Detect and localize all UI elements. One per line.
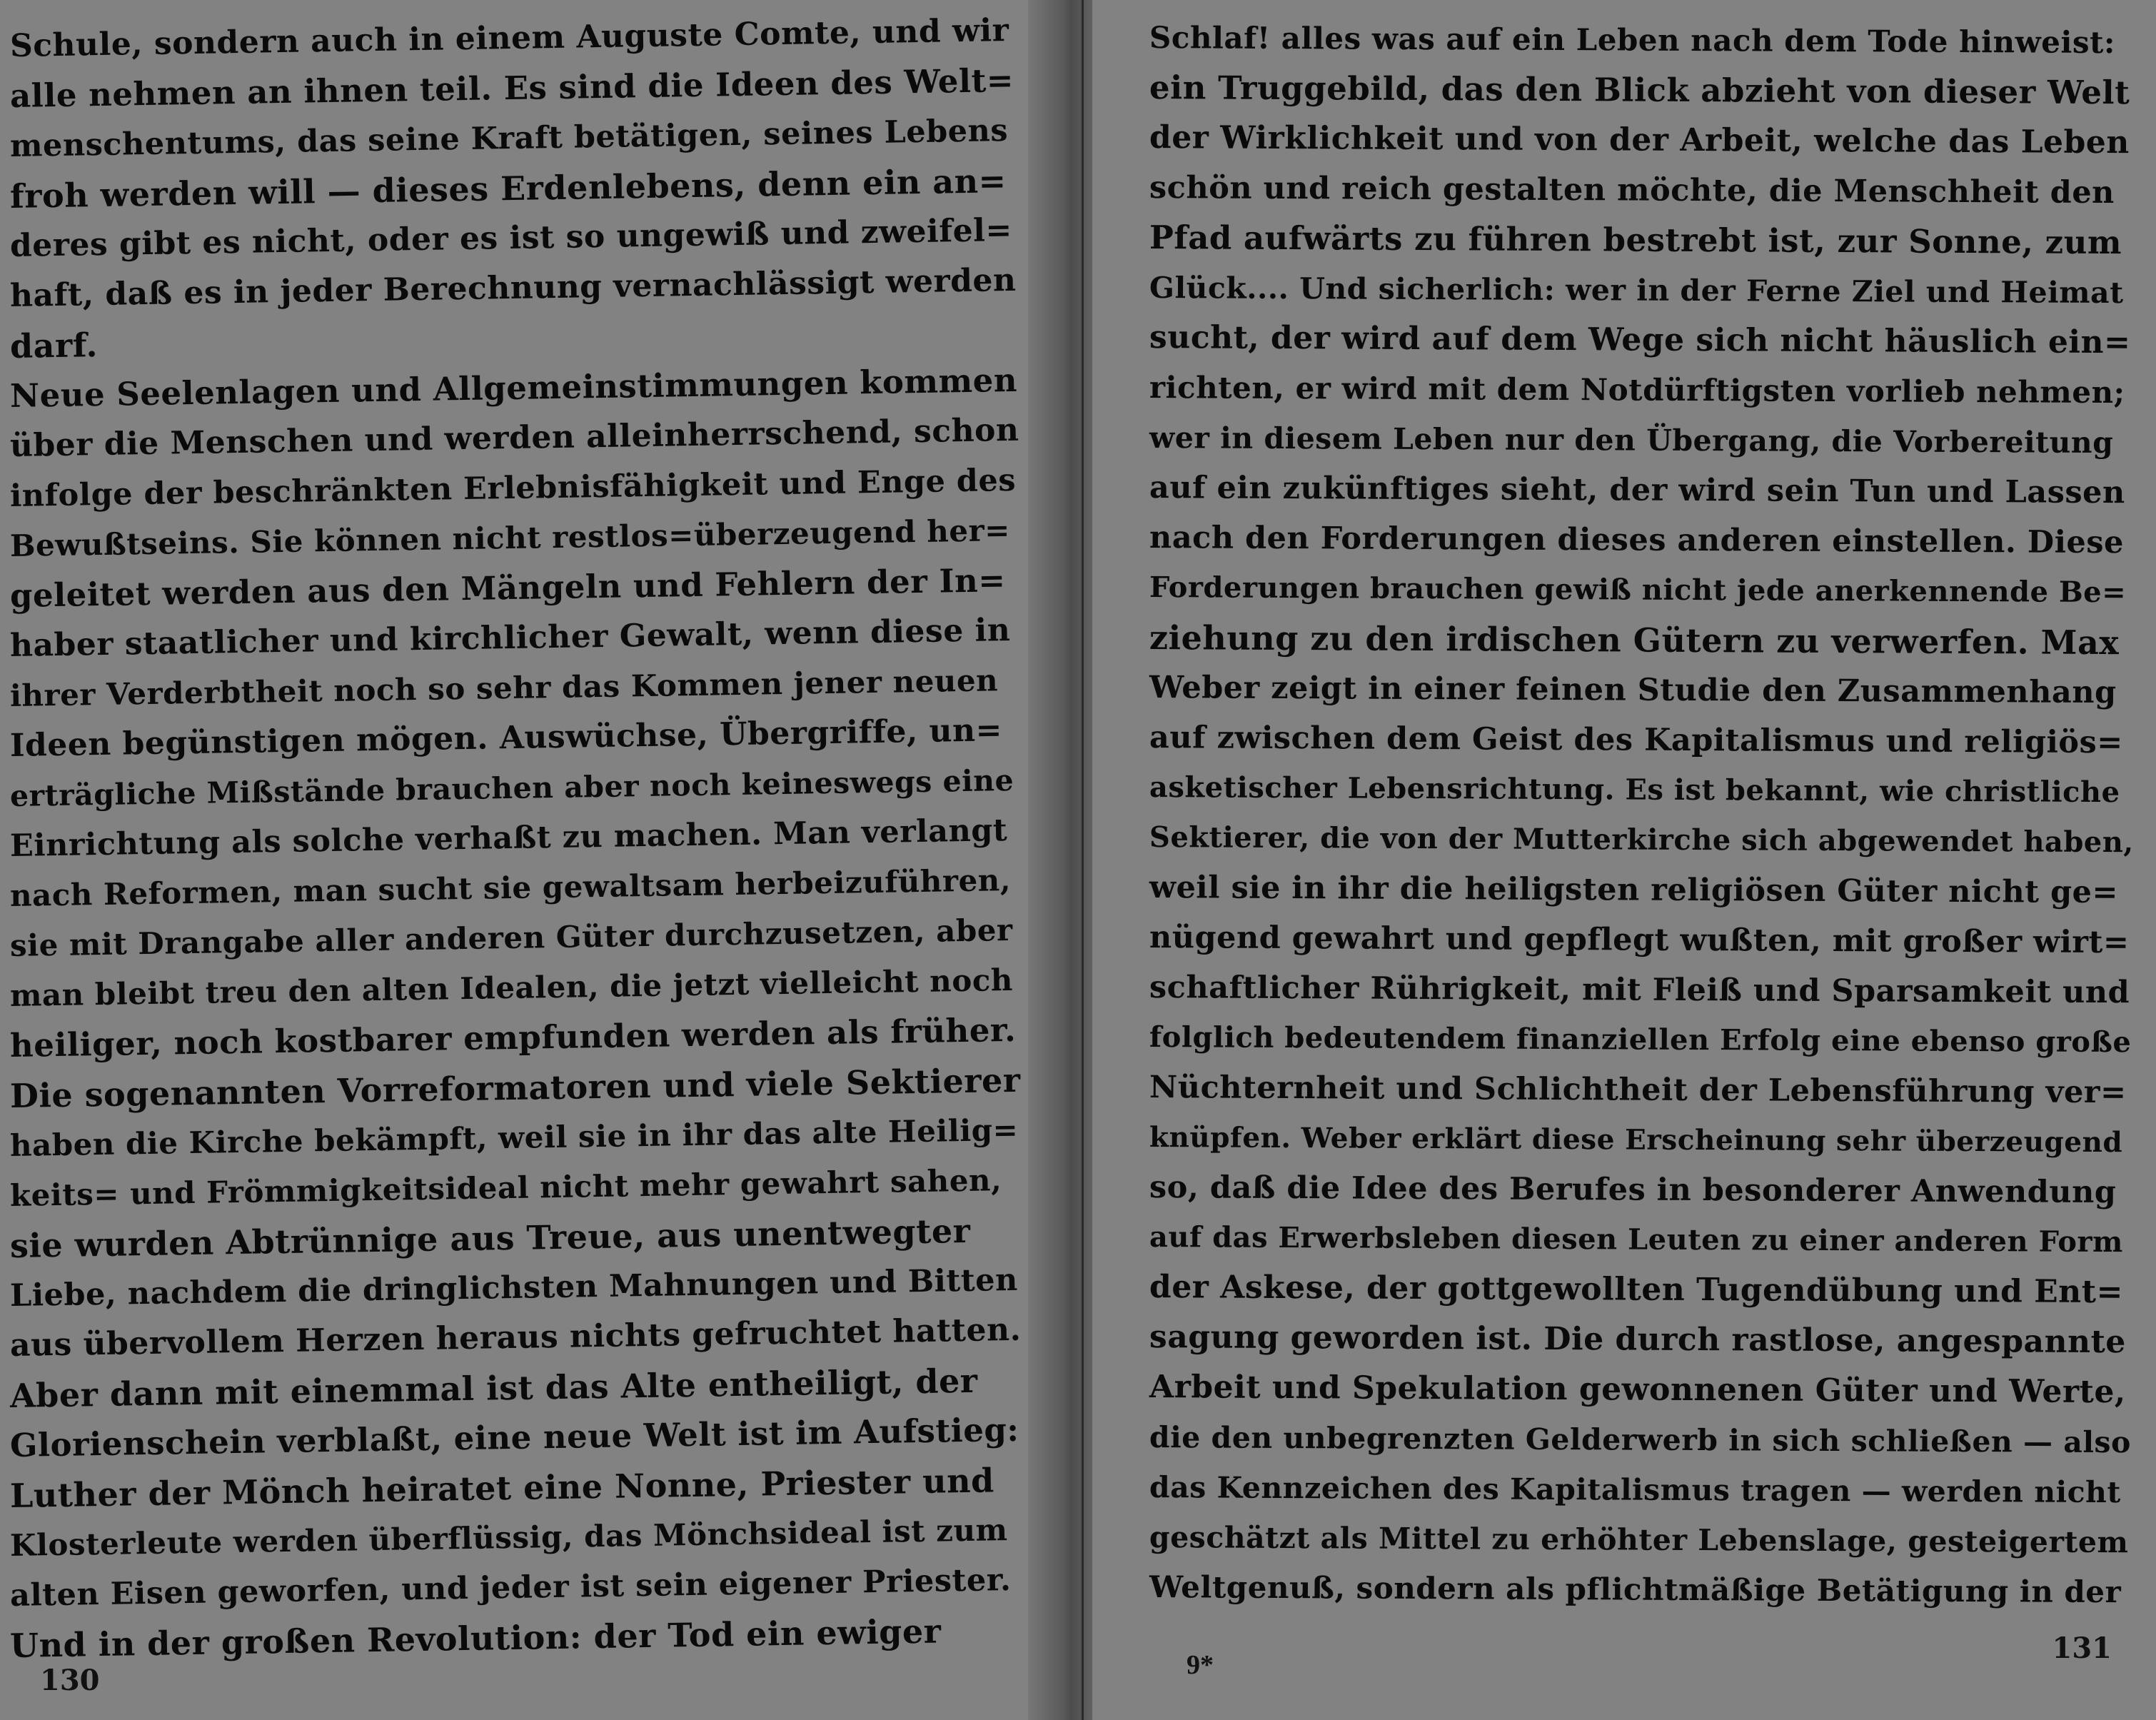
right-page-text xyxy=(1149,13,2135,1612)
text-line: Ideen begünstigen mögen. Auswüchse, Übergriffe, un= xyxy=(9,712,1003,764)
text-line: haber staatlicher und kirchlicher Gewalt, wenn diese in xyxy=(9,611,1011,664)
text-line: schaftlicher Rührigkeit, mit Fleiß und Sparsamkeit und xyxy=(1149,970,2130,1011)
text-line: nügend gewahrt und gepflegt wußten, mit großer wirt= xyxy=(1149,920,2130,961)
text-line: Schule, sondern auch in einem Auguste Comte, und wir xyxy=(9,12,1009,64)
left-page-text xyxy=(9,12,1022,1671)
right-page-number: 131 xyxy=(2052,1631,2112,1665)
text-line: sie wurden Abtrünnige aus Treue, aus unentwegter xyxy=(9,1211,971,1265)
text-line: ziehung zu den irdischen Gütern zu verwerfen. Max xyxy=(1149,618,2120,663)
text-line: Die sogenannten Vorreformatoren und viele Sektierer xyxy=(9,1060,1021,1115)
left-page xyxy=(0,0,1049,1720)
right-page xyxy=(1092,0,2156,1720)
text-line: auf das Erwerbsleben diesen Leuten zu einer anderen Form xyxy=(1149,1220,2123,1259)
text-line: Weltgenuß, sondern als pflichtmäßige Betätigung in der xyxy=(1149,1569,2122,1610)
text-line: man bleibt treu den alten Idealen, die jetzt vielleicht noch xyxy=(9,962,1014,1013)
text-line: alle nehmen an ihnen teil. Es sind die Ideen des Welt= xyxy=(9,61,1014,115)
text-line: der Wirklichkeit und von der Arbeit, welche das Leben xyxy=(1149,119,2130,161)
text-line: Glorienschein verblaßt, eine neue Welt ist im Aufstieg: xyxy=(9,1410,1019,1464)
text-line: sie mit Drangabe aller anderen Güter durchzusetzen, aber xyxy=(9,912,1013,963)
gutter-fold xyxy=(1082,0,1084,1720)
text-line: Forderungen brauchen gewiß nicht jede anerkennende Be= xyxy=(1149,570,2127,610)
text-line: weil sie in ihr die heiligsten religiösen Güter nicht ge= xyxy=(1149,870,2119,911)
text-line: knüpfen. Weber erklärt diese Erscheinung sehr überzeugend xyxy=(1149,1121,2123,1160)
text-line: so, daß die Idee des Berufes in besonderer Anwendung xyxy=(1149,1170,2117,1211)
text-line: nach Reformen, man sucht sie gewaltsam herbeizuführen, xyxy=(9,862,1012,913)
text-line: haft, daß es in jeder Berechnung vernachlässigt werden xyxy=(9,261,1017,314)
text-line: infolge der beschränkten Erlebnisfähigkeit und Enge des xyxy=(9,462,1017,514)
text-line: froh werden will — dieses Erdenlebens, denn ein an= xyxy=(9,161,1007,216)
text-line: Luther der Mönch heiratet eine Nonne, Priester und xyxy=(9,1461,995,1515)
text-line: haben die Kirche bekämpft, weil sie in ihr das alte Heilig= xyxy=(9,1112,1019,1163)
text-line: geleitet werden aus den Mängeln und Fehlern der In= xyxy=(9,561,1006,615)
text-line: auf zwischen dem Geist des Kapitalismus und religiös= xyxy=(1149,720,2123,761)
text-line: keits= und Frömmigkeitsideal nicht mehr gewahrt sahen, xyxy=(9,1162,1002,1213)
left-page-number: 130 xyxy=(40,1664,100,1697)
text-line: darf. xyxy=(9,326,99,366)
text-line: Bewußtseins. Sie können nicht restlos=überzeugend her= xyxy=(9,512,1011,563)
text-line: schön und reich gestalten möchte, die Menschheit den xyxy=(1149,170,2115,211)
text-line: Und in der großen Revolution: der Tod ein ewiger xyxy=(9,1611,942,1665)
text-line: wer in diesem Leben nur den Übergang, die Vorbereitung xyxy=(1149,421,2114,461)
text-line: die den unbegrenzten Gelderwerb in sich schließen — also xyxy=(1149,1420,2132,1460)
text-line: nach den Forderungen dieses anderen einstellen. Diese xyxy=(1149,520,2125,561)
text-line: Klosterleute werden überflüssig, das Mönchsideal ist zum xyxy=(9,1512,1008,1563)
text-line: geschätzt als Mittel zu erhöhter Lebenslage, gesteigertem xyxy=(1149,1520,2129,1560)
text-line: Pfad aufwärts zu führen bestrebt ist, zur Sonne, zum xyxy=(1149,218,2122,262)
text-line: der Askese, der gottgewollten Tugendübung und Ent= xyxy=(1149,1269,2124,1311)
text-line: sagung geworden ist. Die durch rastlose, angespannte xyxy=(1149,1319,2126,1361)
text-line: menschentums, das seine Kraft betätigen, seines Lebens xyxy=(9,113,1009,164)
text-line: Aber dann mit einemmal ist das Alte entheiligt, der xyxy=(9,1361,978,1415)
text-line: richten, er wird mit dem Notdürftigsten vorlieb nehmen; xyxy=(1149,370,2125,411)
text-line: aus übervollem Herzen heraus nichts gefruchtet hatten. xyxy=(9,1311,1022,1364)
text-line: deres gibt es nicht, oder es ist so ungewiß und zweifel= xyxy=(9,211,1013,264)
text-line: sucht, der wird auf dem Wege sich nicht häuslich ein= xyxy=(1149,319,2131,361)
text-line: das Kennzeichen des Kapitalismus tragen — werden nicht xyxy=(1149,1470,2121,1510)
text-line: Einrichtung als solche verhaßt zu machen. Man verlangt xyxy=(9,813,1008,864)
text-line: ein Truggebild, das den Blick abzieht von dieser Welt xyxy=(1149,69,2130,112)
text-line: Liebe, nachdem die dringlichsten Mahnungen und Bitten xyxy=(9,1262,1019,1314)
text-line: Arbeit und Spekulation gewonnenen Güter und Werte, xyxy=(1149,1369,2126,1411)
text-line: ihrer Verderbtheit noch so sehr das Kommen jener neuen xyxy=(9,663,999,713)
text-line: Schlaf! alles was auf ein Leben nach dem Tode hinweist: xyxy=(1149,20,2116,61)
text-line: auf ein zukünftiges sieht, der wird sein Tun und Lassen xyxy=(1149,470,2125,511)
text-line: erträgliche Mißstände brauchen aber noch keineswegs eine xyxy=(9,763,1014,813)
text-line: alten Eisen geworfen, und jeder ist sein eigener Priester. xyxy=(9,1561,1012,1614)
text-line: Glück.... Und sicherlich: wer in der Ferne Ziel und Heimat xyxy=(1149,271,2124,311)
printer-signature-mark: 9* xyxy=(1187,1650,1214,1680)
text-line: folglich bedeutendem finanziellen Erfolg eine ebenso große xyxy=(1149,1020,2132,1060)
text-line: asketischer Lebensrichtung. Es ist bekannt, wie christliche xyxy=(1149,770,2120,810)
text-line: Sektierer, die von der Mutterkirche sich abgewendet haben, xyxy=(1149,820,2134,860)
text-line: Weber zeigt in einer feinen Studie den Zusammenhang xyxy=(1149,670,2117,711)
text-line: Neue Seelenlagen und Allgemeinstimmungen kommen xyxy=(9,361,1018,415)
text-line: über die Menschen und werden alleinherrschend, schon xyxy=(9,411,1019,464)
text-line: heiliger, noch kostbarer empfunden werden als früher. xyxy=(9,1010,1017,1065)
text-line: Nüchternheit und Schlichtheit der Lebensführung ver= xyxy=(1149,1070,2127,1111)
